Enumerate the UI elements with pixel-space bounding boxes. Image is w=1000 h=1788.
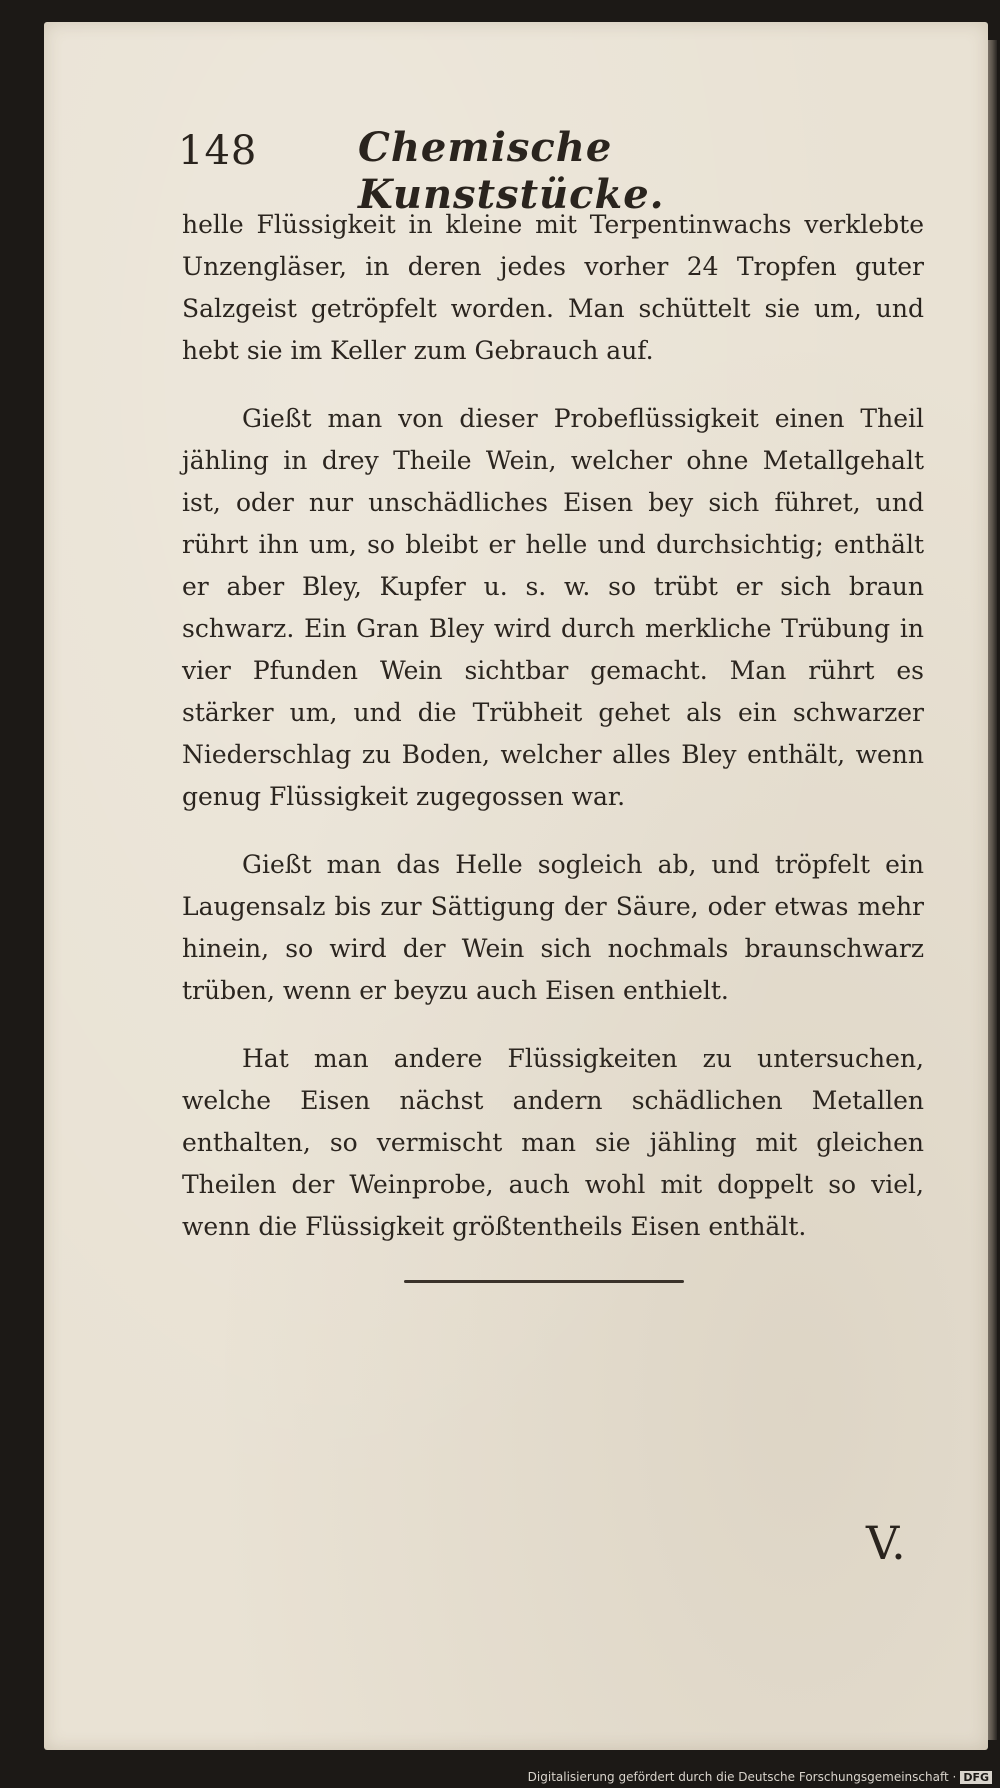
digitization-credit	[528, 1770, 992, 1784]
running-title: Chemische Kunststücke.	[358, 124, 665, 218]
body-text	[182, 204, 924, 1274]
paragraph-continuation: helle Flüssigkeit in kleine mit Terpentinwachs verklebte Unzengläser, in deren jedes vorher 24 Tropfen guter Salzgeist getröpfelt worden. Man schüttelt sie um, und hebt sie im Keller zum Gebrauch auf.	[182, 210, 924, 365]
paragraph: Gießt man das Helle sogleich ab, und tröpfelt ein Laugensalz bis zur Sättigung der Säure, oder etwas mehr hinein, so wird der Wein sich nochmals braunschwarz trüben, wenn er beyzu auch Eisen enthielt.	[182, 850, 924, 1005]
paragraph: Gießt man von dieser Probeflüssigkeit einen Theil jähling in drey Theile Wein, welcher ohne Metallgehalt ist, oder nur unschädliches Eisen bey sich führet, und rührt ihn um, so bleibt er helle und durchsichtig; enthält er aber Bley, Kupfer u. s. w. so trübt er sich braun schwarz. Ein Gran Bley wird durch merkliche Trübung in vier Pfunden Wein sichtbar gemacht. Man rührt es stärker um, und die Trübheit gehet als ein schwarzer Niederschlag zu Boden, welcher alles Bley enthält, wenn genug Flüssigkeit zugegossen war.	[182, 404, 924, 811]
credit-text: Digitalisierung gefördert durch die Deutsche Forschungsgemeinschaft ·	[527, 1770, 957, 1784]
page-header	[178, 124, 818, 218]
catchword: V.	[866, 1516, 906, 1570]
paragraph: Hat man andere Flüssigkeiten zu untersuchen, welche Eisen nächst andern schädlichen Metallen enthalten, so vermischt man sie jähling mit gleichen Theilen der Weinprobe, auch wohl mit doppelt so viel, wenn die Flüssigkeit größtentheils Eisen enthält.	[182, 1044, 924, 1241]
page-number: 148	[178, 128, 258, 174]
section-rule	[404, 1280, 684, 1283]
dfg-logo: DFG	[960, 1771, 992, 1784]
